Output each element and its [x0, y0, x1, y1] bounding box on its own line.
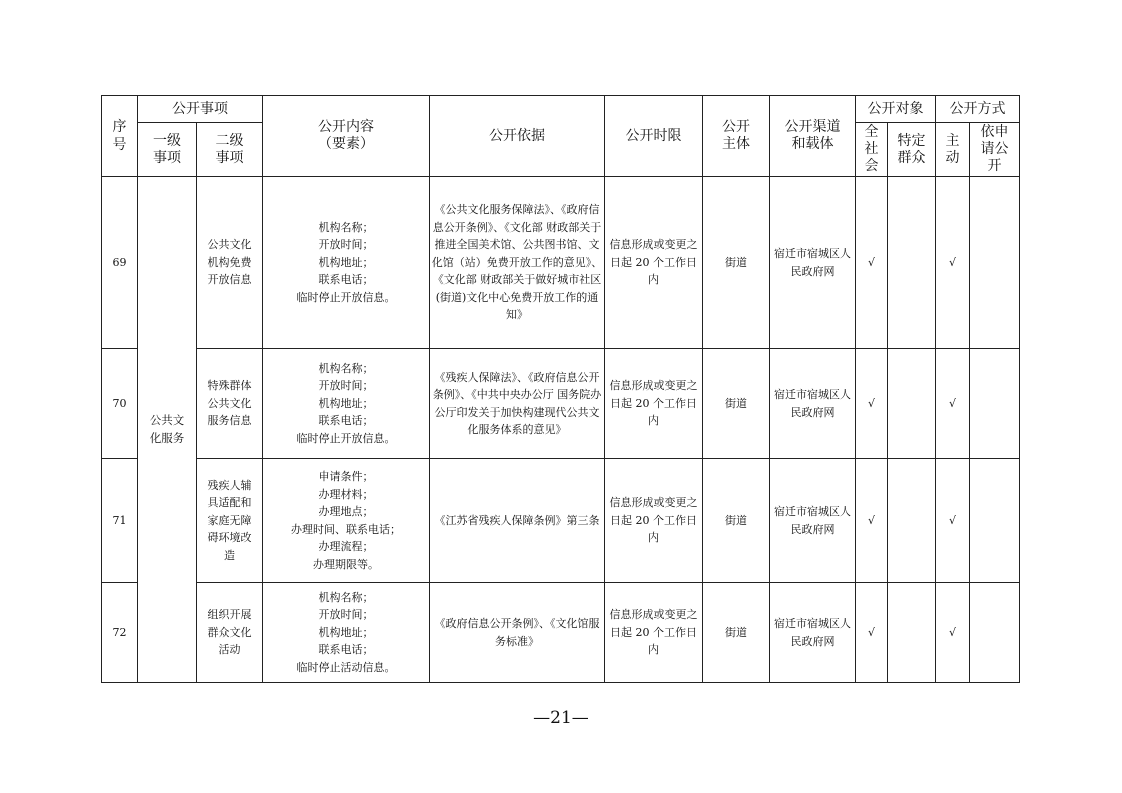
row-method-request	[970, 177, 1020, 349]
row-subject: 街道	[703, 583, 770, 683]
header-content: 公开内容 （要素）	[263, 96, 430, 177]
table-row	[102, 583, 1020, 683]
row-content: 申请条件； 办理材料； 办理地点； 办理时间、联系电话； 办理流程； 办理期限等。	[263, 459, 430, 583]
table-row	[102, 459, 1020, 583]
header-time-limit: 公开时限	[605, 96, 703, 177]
row-content: 机构名称； 开放时间； 机构地址； 联系电话； 临时停止开放信息。	[263, 177, 430, 349]
header-items-group: 公开事项	[138, 96, 263, 123]
header-target-all: 全社会	[856, 123, 888, 177]
header-seq: 序号	[102, 96, 138, 177]
row-channel: 宿迁市宿城区人民政府网	[770, 177, 856, 349]
header-method-request: 依申请公开	[970, 123, 1020, 177]
row-item: 残疾人辅具适配和家庭无障碍环境改造	[197, 459, 263, 583]
row-target-all: √	[856, 459, 888, 583]
header-level1: 一级事项	[138, 123, 197, 177]
row-time-limit: 信息形成或变更之日起 20 个工作日内	[605, 349, 703, 459]
category-cell: 公共文化服务	[138, 177, 197, 683]
row-method-request	[970, 583, 1020, 683]
row-method-active: √	[936, 349, 970, 459]
header-basis: 公开依据	[430, 96, 605, 177]
header-subject: 公开主体	[703, 96, 770, 177]
header-channel: 公开渠道和载体	[770, 96, 856, 177]
row-target-specific	[888, 583, 936, 683]
row-seq: 72	[102, 583, 138, 683]
row-subject: 街道	[703, 459, 770, 583]
row-subject: 街道	[703, 349, 770, 459]
row-seq: 71	[102, 459, 138, 583]
row-time-limit: 信息形成或变更之日起 20 个工作日内	[605, 583, 703, 683]
row-seq: 69	[102, 177, 138, 349]
row-time-limit: 信息形成或变更之日起 20 个工作日内	[605, 459, 703, 583]
row-channel: 宿迁市宿城区人民政府网	[770, 583, 856, 683]
row-item: 特殊群体公共文化服务信息	[197, 349, 263, 459]
row-method-request	[970, 349, 1020, 459]
row-basis: 《政府信息公开条例》、《文化馆服务标准》	[430, 583, 605, 683]
row-target-specific	[888, 459, 936, 583]
row-method-active: √	[936, 459, 970, 583]
row-subject: 街道	[703, 177, 770, 349]
header-target-specific: 特定群众	[888, 123, 936, 177]
page-number: —21—	[533, 708, 589, 728]
row-channel: 宿迁市宿城区人民政府网	[770, 349, 856, 459]
header-target-group: 公开对象	[856, 96, 936, 123]
row-basis: 《残疾人保障法》、《政府信息公开条例》、《中共中央办公厅 国务院办公厅印发关于加快构建现代公共文化服务体系的意见》	[430, 349, 605, 459]
header-method-active: 主动	[936, 123, 970, 177]
row-time-limit: 信息形成或变更之日起 20 个工作日内	[605, 177, 703, 349]
row-target-specific	[888, 349, 936, 459]
row-target-specific	[888, 177, 936, 349]
row-channel: 宿迁市宿城区人民政府网	[770, 459, 856, 583]
row-target-all: √	[856, 583, 888, 683]
row-item: 组织开展群众文化活动	[197, 583, 263, 683]
row-target-all: √	[856, 177, 888, 349]
table-row	[102, 177, 1020, 349]
row-item: 公共文化机构免费开放信息	[197, 177, 263, 349]
row-basis: 《江苏省残疾人保障条例》第三条	[430, 459, 605, 583]
row-method-active: √	[936, 583, 970, 683]
row-method-request	[970, 459, 1020, 583]
row-method-active: √	[936, 177, 970, 349]
row-basis: 《公共文化服务保障法》、《政府信息公开条例》、《文化部 财政部关于推进全国美术馆、公共图书馆、文化馆（站）免费开放工作的意见》、《文化部 财政部关于做好城市社区(街道)文化中心免费开放工作的通知》	[430, 177, 605, 349]
table-row	[102, 349, 1020, 459]
disclosure-table	[101, 95, 1020, 683]
row-target-all: √	[856, 349, 888, 459]
row-content: 机构名称； 开放时间； 机构地址； 联系电话； 临时停止活动信息。	[263, 583, 430, 683]
header-method-group: 公开方式	[936, 96, 1020, 123]
header-level2: 二级事项	[197, 123, 263, 177]
row-seq: 70	[102, 349, 138, 459]
row-content: 机构名称； 开放时间； 机构地址； 联系电话； 临时停止开放信息。	[263, 349, 430, 459]
